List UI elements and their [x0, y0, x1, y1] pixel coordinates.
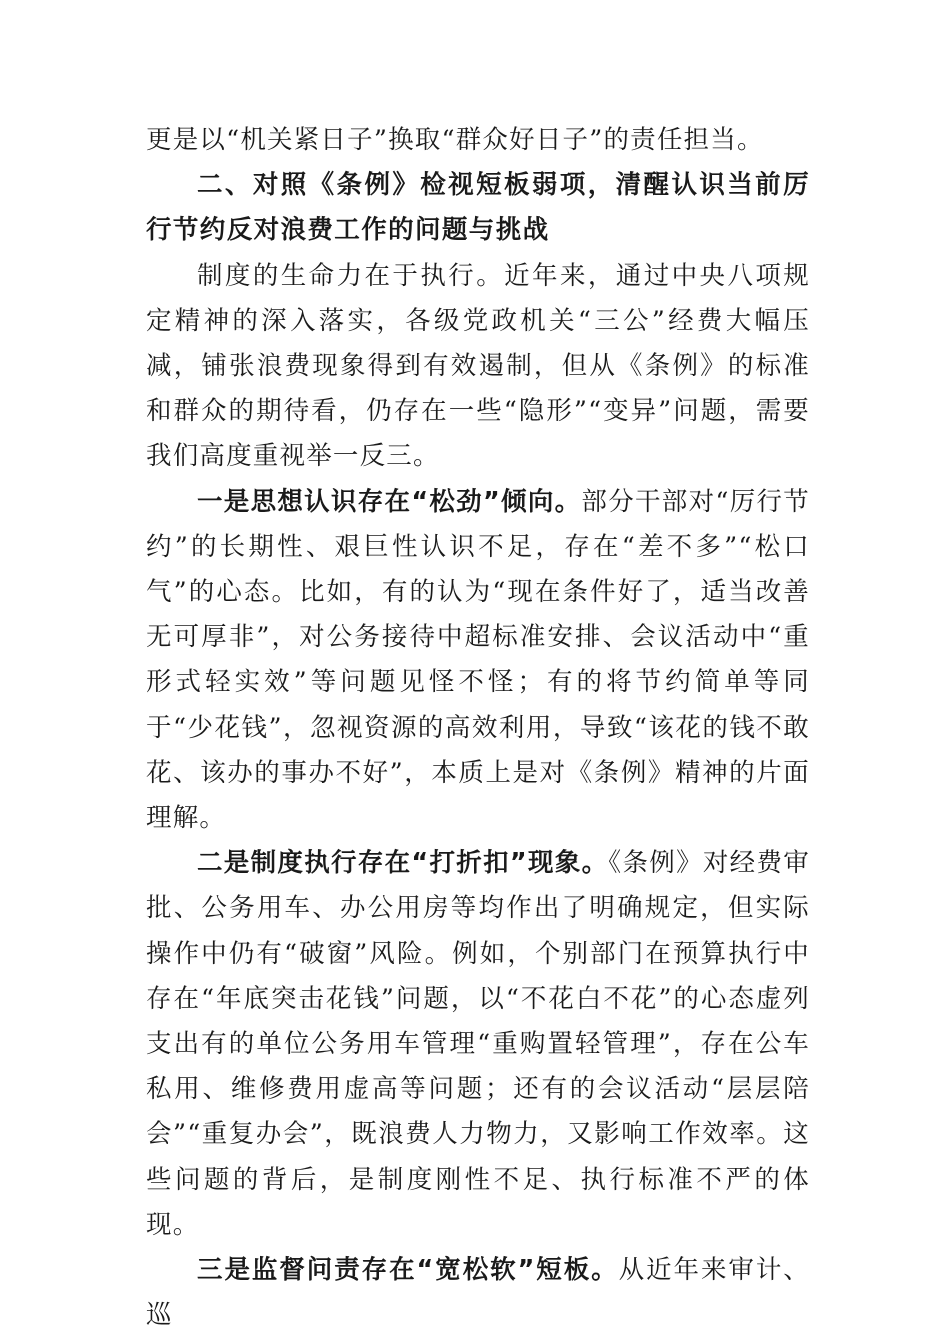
paragraph-point-2-lead: 二是制度执行存在“打折扣”现象。	[197, 848, 609, 879]
paragraph-point-2-text: 《条例》对经费审批、公务用车、办公用房等均作出了明确规定，但实际操作中仍有“破窗”风险。例如，个别部门在预算执行中存在“年底突击花钱”问题，以“不花白不花”的心态虚列支出有的单位公务用车管理“重购置轻管理”，存在公车私用、维修费用虚高等问题；还有的会议活动“层层陪会”“重复办会”，既浪费人力物力，又影响工作效率。这些问题的背后，是制度刚性不足、执行标准不严的体现。	[146, 848, 810, 1240]
paragraph-point-2	[146, 841, 810, 1248]
paragraph-point-3-text: 从近年来审计、巡	[146, 1255, 810, 1331]
section-heading: 二、对照《条例》检视短板弱项，清醒认识当前厉行节约反对浪费工作的问题与挑战	[146, 170, 810, 246]
paragraph-point-3	[146, 1248, 810, 1338]
paragraph-continuation: 更是以“机关紧日子”换取“群众好日子”的责任担当。	[146, 125, 764, 155]
paragraph-intro: 制度的生命力在于执行。近年来，通过中央八项规定精神的深入落实，各级党政机关“三公”经费大幅压减，铺张浪费现象得到有效遏制，但从《条例》的标准和群众的期待看，仍存在一些“隐形”“变异”问题，需要我们高度重视举一反三。	[146, 260, 810, 472]
paragraph-point-1-lead: 一是思想认识存在“松劲”倾向。	[197, 486, 582, 517]
paragraph-point-3-lead: 三是监督问责存在“宽松软”短板。	[197, 1255, 619, 1286]
paragraph-point-1-text: 部分干部对“厉行节约”的长期性、艰巨性认识不足，存在“差不多”“松口气”的心态。比如，有的认为“现在条件好了，适当改善无可厚非”，对公务接待中超标准安排、会议活动中“重形式轻实效”等问题见怪不怪；有的将节约简单等同于“少花钱”，忽视资源的高效利用，导致“该花的钱不敢花、该办的事办不好”，本质上是对《条例》精神的片面理解。	[146, 486, 810, 834]
paragraph-point-1	[146, 480, 810, 842]
document-body	[146, 118, 810, 1338]
